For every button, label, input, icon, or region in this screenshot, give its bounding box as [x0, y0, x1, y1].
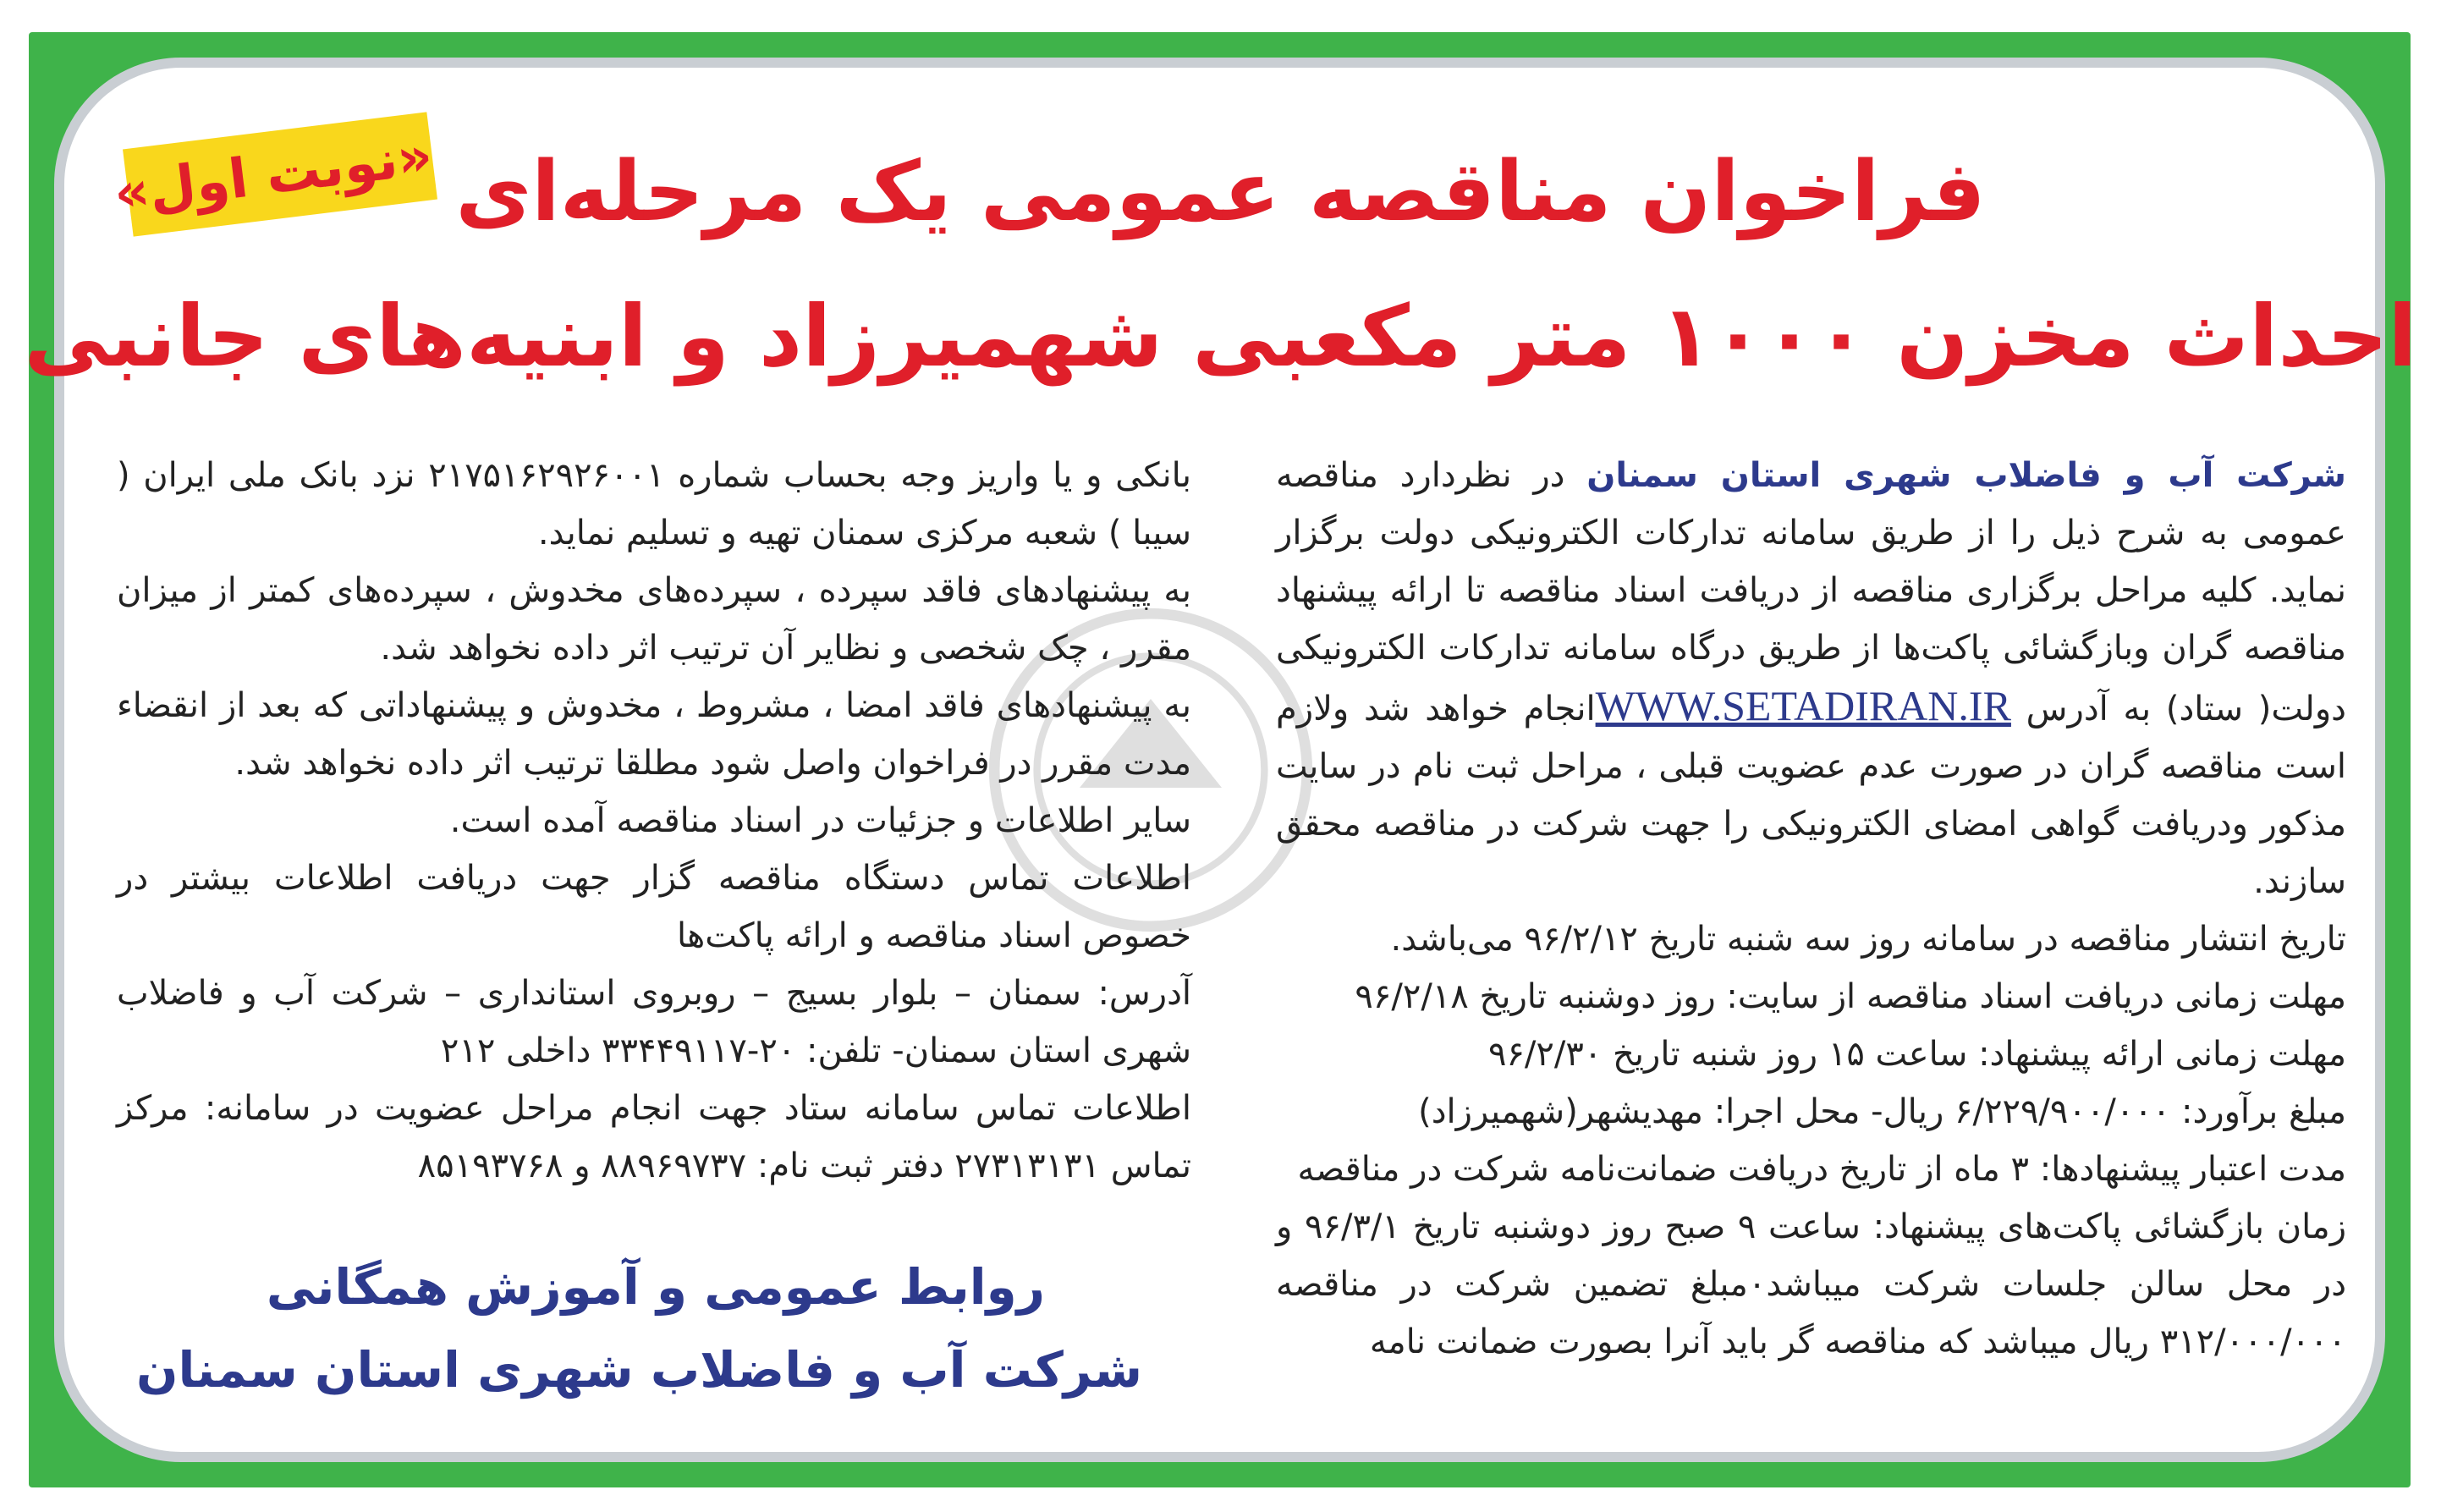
page-title: فراخوان مناقصه عمومی یک مرحله‌ای: [455, 144, 1986, 240]
right-column: [1276, 447, 2346, 1371]
deposit-conditions: به پیشنهادهای فاقد سپرده ، سپرده‌های مخدوش ، سپرده‌های کمتر از میزان مقرر ، چک شخصی و نظایر آن ترتیب اثر داده نخواهد شد.: [117, 571, 1191, 668]
left-column: [117, 447, 1191, 1195]
signature-department: روابط عمومی و آموزش همگانی: [266, 1258, 1046, 1316]
docs-deadline: مهلت زمانی دریافت اسناد مناقصه از سایت: روز دوشنبه تاریخ ۹۶/۲/۱۸: [1355, 977, 2346, 1016]
setad-contact: اطلاعات تماس سامانه ستاد جهت انجام مراحل عضویت در سامانه: مرکز تماس ۲۷۳۱۳۱۳۱ دفتر ثبت نام: ۸۸۹۶۹۷۳۷ و ۸۵۱۹۳۷۶۸: [117, 1089, 1191, 1185]
estimate: مبلغ برآورد: ۶/۲۲۹/۹۰۰/۰۰۰ ریال- محل اجرا: مهدیشهر(شهمیرزاد): [1418, 1092, 2346, 1131]
address: آدرس: سمنان – بلوار بسیج – روبروی استانداری – شرکت آب و فاضلاب شهری استان سمنان- تلفن: ۲۰-۳۳۴۴۹۱۱۷ داخلی ۲۱۲: [117, 974, 1191, 1070]
first-round-badge: «نوبت اول»: [123, 112, 437, 236]
page-subtitle: احداث مخزن ۱۰۰۰ متر مکعبی شهمیرزاد و ابنیه‌های جانبی: [24, 287, 2417, 386]
setadiran-link[interactable]: WWW.SETADIRAN.IR: [1595, 682, 2011, 729]
bid-deadline: مهلت زمانی ارائه پیشنهاد: ساعت ۱۵ روز شنبه تاریخ ۹۶/۲/۳۰: [1487, 1035, 2346, 1074]
intro-text: در نظردارد مناقصه عمومی به شرح ذیل را از طریق سامانه تدارکات الکترونیکی دولت برگزار نماید. کلیه مراحل برگزاری مناقصه از دریافت اسناد مناقصه تا ارائه پیشنهاد مناقصه گران وبازگشائی پاکت‌ها از طریق درگاه سامانه تدارکات الکترونیکی دولت( ستاد) به آدرس: [1276, 456, 2346, 729]
opening-time: زمان بازگشائی پاکت‌های پیشنهاد: ساعت ۹ صبح روز دوشنبه تاریخ ۹۶/۳/۱ و در محل سالن جلسات شرکت میباشد٠مبلغ تضمین شرکت در مناقصه ۳۱۲/۰۰۰/۰۰۰ ریال میباشد که مناقصه گر باید آنرا بصورت ضمانت نامه: [1276, 1207, 2347, 1361]
more-info: سایر اطلاعات و جزئیات در اسناد مناقصه آمده است.: [449, 801, 1191, 840]
rejection-conditions: به پیشنهادهای فاقد امضا ، مشروط ، مخدوش و پیشنهاداتی که بعد از انقضاء مدت مقرر در فراخوان واصل شود مطلقا ترتیب اثر داده نخواهد شد.: [117, 686, 1191, 783]
company-name: شرکت آب و فاضلاب شهری استان سمنان: [1586, 456, 2347, 495]
intro-text-cont: انجام خواهد شد ولازم است مناقصه گران در صورت عدم عضویت قبلی ، مراحل ثبت نام در سایت مذکور ودریافت گواهی امضای الکترونیکی را جهت شرکت در مناقصه محقق سازند.: [1276, 690, 2346, 901]
validity: مدت اعتبار پیشنهادها: ۳ ماه از تاریخ دریافت ضمانت‌نامه شرکت در مناقصه: [1297, 1150, 2346, 1189]
contact-heading: اطلاعات تماس دستگاه مناقصه گزار جهت دریافت اطلاعات بیشتر در خصوص اسناد مناقصه و ارائه پاکت‌ها: [117, 859, 1191, 955]
publish-date: تاریخ انتشار مناقصه در سامانه روز سه شنبه تاریخ ۹۶/۲/۱۲ می‌باشد.: [1390, 920, 2346, 959]
signature-company: شرکت آب و فاضلاب شهری استان سمنان: [135, 1341, 1142, 1399]
intro-paragraph: [1276, 447, 2346, 910]
bank-guarantee: بانکی و یا واریز وجه بحساب شماره ۲۱۷۵۱۶۲۹۲۶۰۰۱ نزد بانک ملی ایران ( سیبا ) شعبه مرکزی سمنان تهیه و تسلیم نماید.: [117, 456, 1191, 553]
